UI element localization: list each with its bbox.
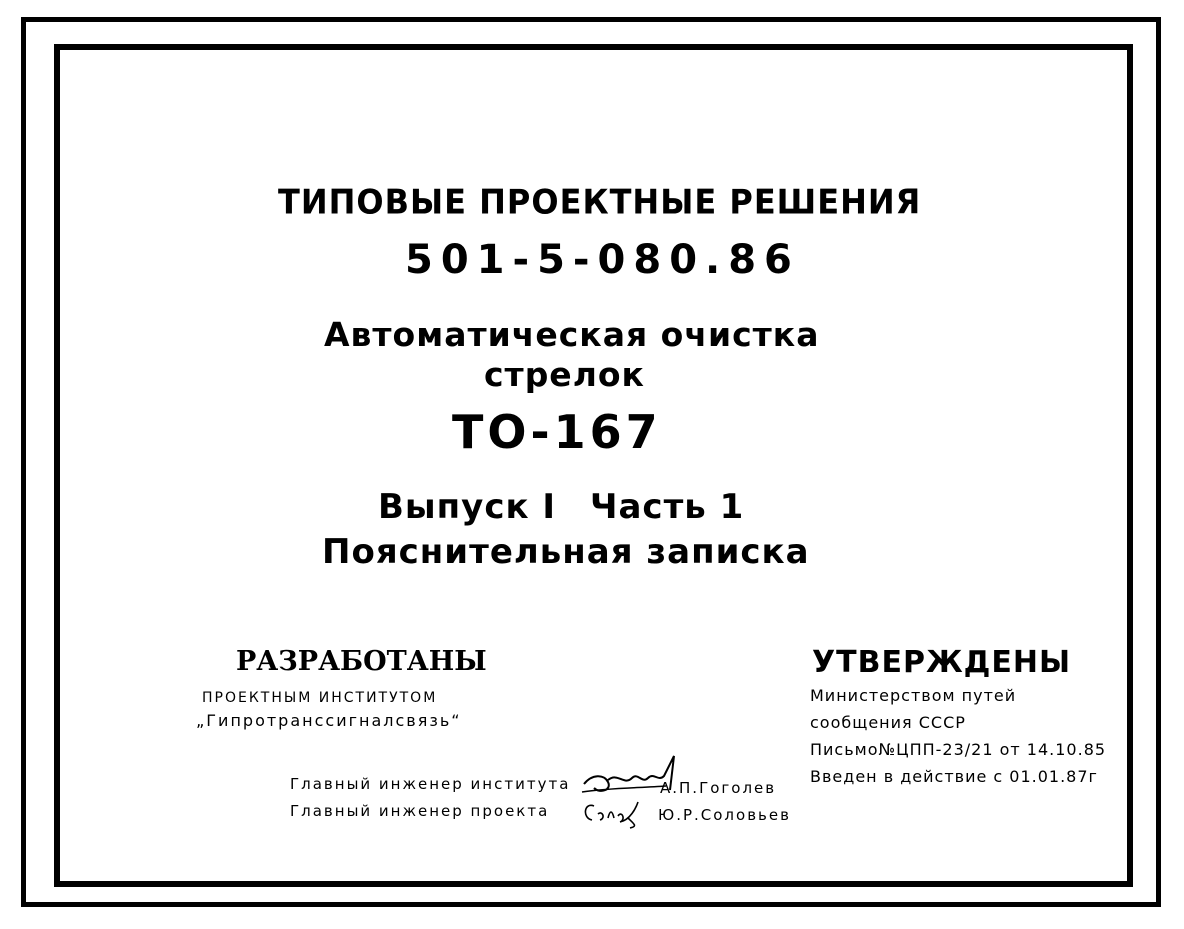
signature-solovyev	[580, 796, 650, 832]
explanatory-note-title: Пояснительная записка	[322, 532, 810, 572]
device-code: ТО-167	[452, 405, 662, 459]
issue-label: Выпуск I	[378, 487, 557, 527]
project-code: 501-5-080.86	[405, 237, 800, 283]
document-title-line-2: стрелок	[484, 355, 645, 394]
part-label: Часть 1	[590, 487, 745, 527]
developed-institute-name: „Гипротранссигналсвязь“	[196, 711, 462, 730]
series-title: ТИПОВЫЕ ПРОЕКТНЫЕ РЕШЕНИЯ	[278, 182, 922, 222]
developed-heading: РАЗРАБОТАНЫ	[236, 646, 487, 677]
approved-line-2: сообщения СССР	[810, 713, 966, 732]
chief-engineer-institute-title: Главный инженер института	[290, 775, 571, 793]
chief-engineer-project-title: Главный инженер проекта	[290, 802, 550, 820]
document-title-line-1: Автоматическая очистка	[324, 315, 820, 354]
approved-line-3: Письмо№ЦПП-23/21 от 14.10.85	[810, 740, 1107, 759]
chief-engineer-project-name: Ю.Р.Соловьев	[658, 806, 791, 824]
developed-institute-line: ПРОЕКТНЫМ ИНСТИТУТОМ	[202, 690, 438, 706]
approved-line-1: Министерством путей	[810, 686, 1017, 705]
approved-line-4: Введен в действие с 01.01.87г	[810, 767, 1098, 786]
approved-heading: УТВЕРЖДЕНЫ	[812, 645, 1072, 680]
chief-engineer-institute-name: А.П.Гоголев	[660, 779, 777, 797]
